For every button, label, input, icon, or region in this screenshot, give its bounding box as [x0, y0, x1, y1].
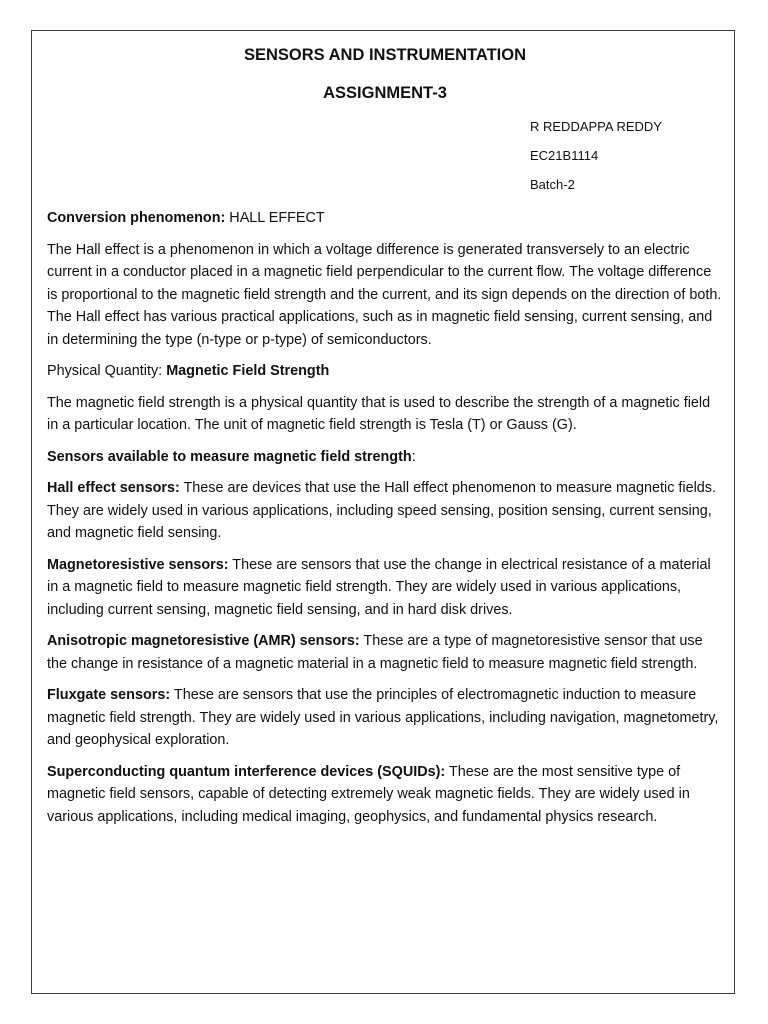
- sensor-item: [47, 684, 723, 752]
- author-batch: Batch-2: [530, 177, 575, 192]
- sensor-description: These are sensors that use the principles of electromagnetic induction to measure magnetic field strength. They are widely used in various applications, including navigation, magnetometry, and geophysical exploration.: [47, 687, 719, 748]
- author-block: [530, 112, 723, 199]
- sensors-heading-label: Sensors available to measure magnetic field strength: [47, 448, 412, 465]
- sensor-name: Superconducting quantum interference devices (SQUIDs):: [47, 763, 446, 780]
- conversion-phenomenon-value: HALL EFFECT: [225, 210, 325, 226]
- sensor-name: Anisotropic magnetoresistive (AMR) sensors:: [47, 633, 360, 649]
- hall-effect-description: The Hall effect is a phenomenon in which a voltage difference is generated transversely to an electric current in a conductor placed in a magnetic field perpendicular to the current flow. The voltage difference is proportional to the magnetic field strength and the current, and its sign depends on the direction of both. The Hall effect has various practical applications, such as in magnetic field sensing, current sensing, and in determining the type (n-type or p-type) of semiconductors.: [47, 241, 722, 348]
- sensor-name: Fluxgate sensors:: [47, 687, 171, 703]
- document-content: [47, 42, 723, 828]
- magnetic-field-description: The magnetic field strength is a physical quantity that is used to describe the strength of a magnetic field in a particular location. The unit of magnetic field strength is Tesla (T) or Gauss (G).: [47, 394, 711, 433]
- physical-quantity-label: Physical Quantity:: [47, 363, 167, 379]
- physical-quantity-value: Magnetic Field Strength: [166, 363, 330, 379]
- sensor-description: These are the most sensitive type of magnetic field sensors, capable of detecting extremely weak magnetic fields. They are widely used in various applications, including medical imaging, geophysics, and fundamental physics research.: [47, 763, 690, 825]
- document-title: SENSORS AND INSTRUMENTATION: [243, 46, 527, 64]
- sensor-item: [47, 477, 723, 545]
- sensor-name: Magnetoresistive sensors:: [47, 556, 229, 573]
- sensor-item: [47, 761, 723, 829]
- sensor-item: [47, 554, 723, 622]
- sensor-description: These are a type of magnetoresistive sensor that use the change in resistance of a magnetic material in a magnetic field to measure magnetic field strength.: [47, 633, 703, 672]
- physical-quantity-line: [47, 360, 723, 383]
- conversion-phenomenon-line: [47, 207, 723, 230]
- author-roll-number: EC21B1114: [530, 148, 599, 163]
- sensors-heading-suffix: :: [411, 448, 416, 465]
- assignment-title: ASSIGNMENT-3: [323, 84, 447, 102]
- sensor-item: [47, 630, 723, 675]
- sensors-heading: [47, 446, 723, 469]
- author-name: R REDDAPPA REDDY: [530, 119, 662, 134]
- conversion-phenomenon-label: Conversion phenomenon:: [47, 210, 226, 226]
- sensor-name: Hall effect sensors:: [47, 480, 180, 496]
- sensor-description: These are devices that use the Hall effect phenomenon to measure magnetic fields. They are widely used in various applications, including speed sensing, position sensing, current sensing, and magnetic field sensing.: [47, 480, 716, 541]
- sensor-description: These are sensors that use the change in electrical resistance of a material in a magnetic field to measure magnetic field strength. They are widely used in various applications, including current sensing, magnetic field sensing, and in hard disk drives.: [47, 556, 711, 618]
